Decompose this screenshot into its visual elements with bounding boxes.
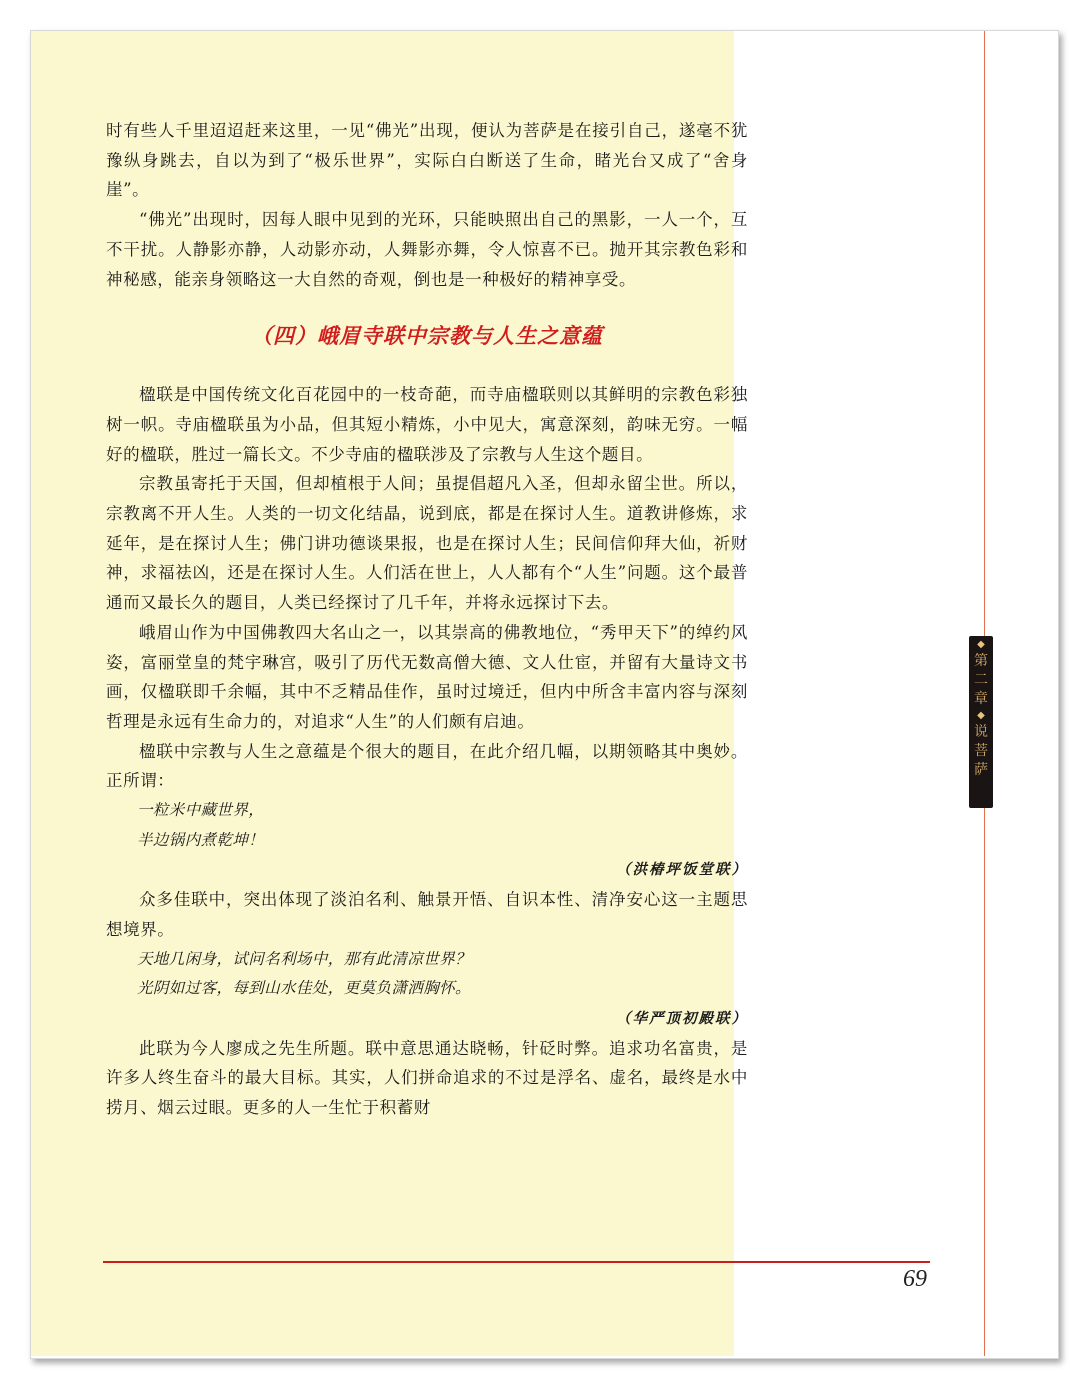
couplet-source: （洪椿坪饭堂联）	[616, 861, 748, 879]
title-char: 萨	[974, 762, 988, 778]
title-char: 说	[974, 724, 988, 740]
paragraph: 此联为今人廖成之先生所题。联中意思通达晓畅，针砭时弊。追求功名富贵，是许多人终生奋斗的最大目标。其实，人们拼命追求的不过是浮名、虚名，最终是水中捞月、烟云过眼。更多的人一生忙于积蓄财	[106, 1038, 748, 1118]
paragraph: 峨眉山作为中国佛教四大名山之一，以其崇高的佛教地位，“秀甲天下”的绰约风姿，富丽堂皇的梵宇琳宫，吸引了历代无数高僧大德、文人仕宦，并留有大量诗文书画，仅楹联即千余幅，其中不乏精品佳作，虽时过境迁，但内中所含丰富内容与深刻哲理是永远有生命力的，对追求“人生”的人们颇有启迪。	[106, 622, 748, 731]
chapter-char: 第	[974, 653, 988, 669]
footer-rule	[103, 1261, 930, 1263]
couplet-line: 一粒米中藏世界，	[137, 801, 265, 820]
couplet-line: 半边锅内煮乾坤！	[137, 830, 265, 849]
diamond-icon: ◆	[977, 639, 985, 650]
section-heading: （四）峨眉寺联中宗教与人生之意蕴	[251, 324, 603, 349]
couplet-source: （华严顶初殿联）	[616, 1009, 748, 1027]
paragraph: 宗教虽寄托于天国，但却植根于人间；虽提倡超凡入圣，但却永留尘世。所以，宗教离不开人生。人类的一切文化结晶，说到底，都是在探讨人生。道教讲修炼，求延年，是在探讨人生；佛门讲功德谈果报，也是在探讨人生；民间信仰拜大仙，祈财神，求福祛凶，还是在探讨人生。人们活在世上，人人都有个“人生”问题。这个最普通而又最长久的题目，人类已经探讨了几千年，并将永远探讨下去。	[106, 474, 748, 613]
body-text	[106, 116, 748, 1123]
diamond-icon: ◆	[977, 710, 985, 721]
paragraph-continued: 时有些人千里迢迢赶来这里，一见“佛光”出现，便认为菩萨是在接引自己，遂毫不犹豫纵身跳去，自以为到了“极乐世界”，实际白白断送了生命，睹光台又成了“舍身崖”。	[106, 121, 748, 200]
couplet-line: 光阴如过客，每到山水佳处，更莫负潇洒胸怀。	[137, 979, 471, 998]
paragraph: 众多佳联中，突出体现了淡泊名利、触景开悟、自识本性、清净安心这一主题思想境界。	[106, 890, 748, 939]
title-char: 菩	[974, 743, 988, 759]
paragraph: 楹联中宗教与人生之意蕴是个很大的题目，在此介绍几幅，以期领略其中奥妙。正所谓：	[106, 741, 748, 791]
chapter-char: 章	[974, 691, 988, 707]
paragraph: 楹联是中国传统文化百花园中的一枝奇葩，而寺庙楹联则以其鲜明的宗教色彩独树一帜。寺庙楹联虽为小品，但其短小精炼，小中见大，寓意深刻，韵味无穷。一幅好的楹联，胜过一篇长文。不少寺庙的楹联涉及了宗教与人生这个题目。	[106, 385, 748, 464]
couplet-line: 天地几闲身，试问名利场中，那有此清凉世界？	[137, 949, 471, 968]
chapter-side-tab	[969, 636, 993, 808]
paragraph: “佛光”出现时，因每人眼中见到的光环，只能映照出自己的黑影，一人一个，互不干扰。人静影亦静，人动影亦动，人舞影亦舞，令人惊喜不已。抛开其宗教色彩和神秘感，能亲身领略这一大自然的奇观，倒也是一种极好的精神享受。	[106, 210, 748, 289]
page-frame	[30, 30, 1059, 1359]
page-number: 69	[903, 1266, 927, 1292]
chapter-char: 二	[974, 672, 988, 688]
